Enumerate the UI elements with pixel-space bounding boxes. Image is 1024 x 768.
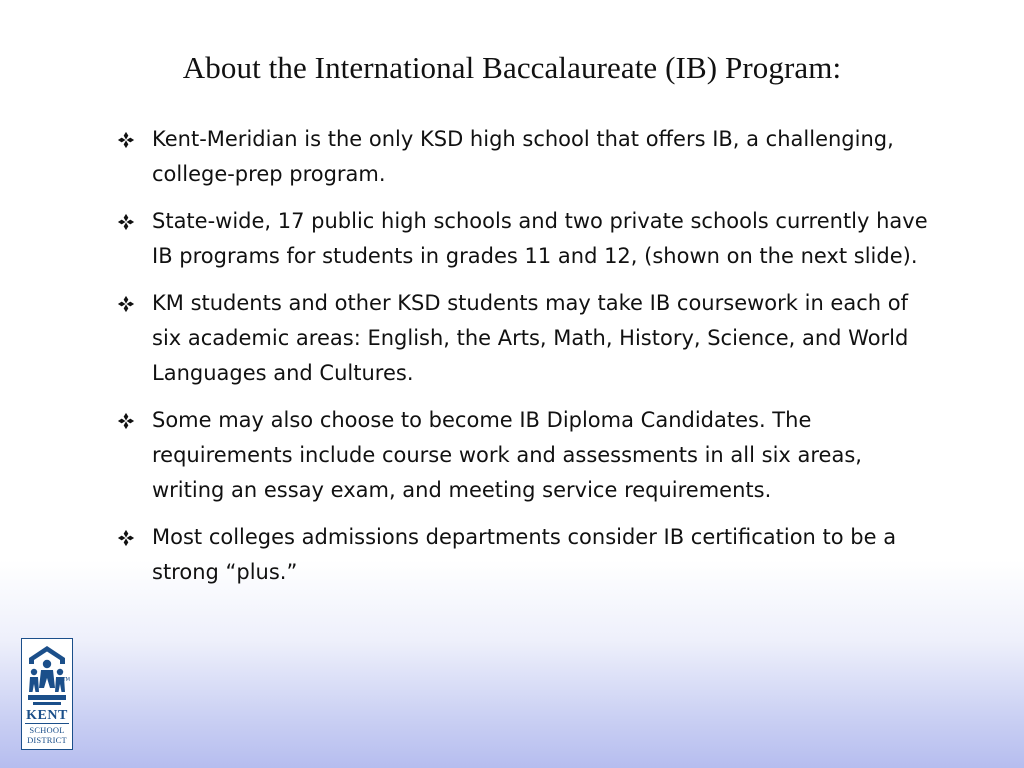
bullet-text: Kent-Meridian is the only KSD high school that offers IB, a challenging, college-prep program.	[152, 127, 894, 186]
bullet-list	[116, 122, 936, 602]
diamond-bullet-icon	[117, 412, 135, 430]
logo-text-school: SCHOOL	[25, 723, 69, 735]
bullet-text: KM students and other KSD students may take IB coursework in each of six academic areas: English, the Arts, Math, History, Science, and World Languages and Cultures.	[152, 291, 909, 385]
list-item	[116, 122, 936, 192]
list-item	[116, 204, 936, 274]
diamond-bullet-icon	[117, 131, 135, 149]
logo-text-kent: KENT	[26, 708, 68, 723]
bullet-text: Most colleges admissions departments consider IB certification to be a strong “plus.”	[152, 525, 897, 584]
trademark-label: TM	[62, 677, 70, 683]
diamond-bullet-icon	[117, 213, 135, 231]
list-item	[116, 403, 936, 508]
bullet-text: State-wide, 17 public high schools and two private schools currently have IB programs for students in grades 11 and 12, (shown on the next slide).	[152, 209, 928, 268]
school-district-emblem-icon	[25, 644, 69, 708]
diamond-bullet-icon	[117, 295, 135, 313]
kent-school-district-logo	[21, 638, 73, 750]
slide-title: About the International Baccalaureate (IB) Program:	[182, 50, 842, 85]
logo-text-district: DISTRICT	[27, 735, 67, 745]
list-item	[116, 286, 936, 391]
list-item	[116, 520, 936, 590]
bullet-text: Some may also choose to become IB Diploma Candidates. The requirements include course work and assessments in all six areas, writing an essay exam, and meeting service requirements.	[152, 408, 862, 502]
diamond-bullet-icon	[117, 529, 135, 547]
